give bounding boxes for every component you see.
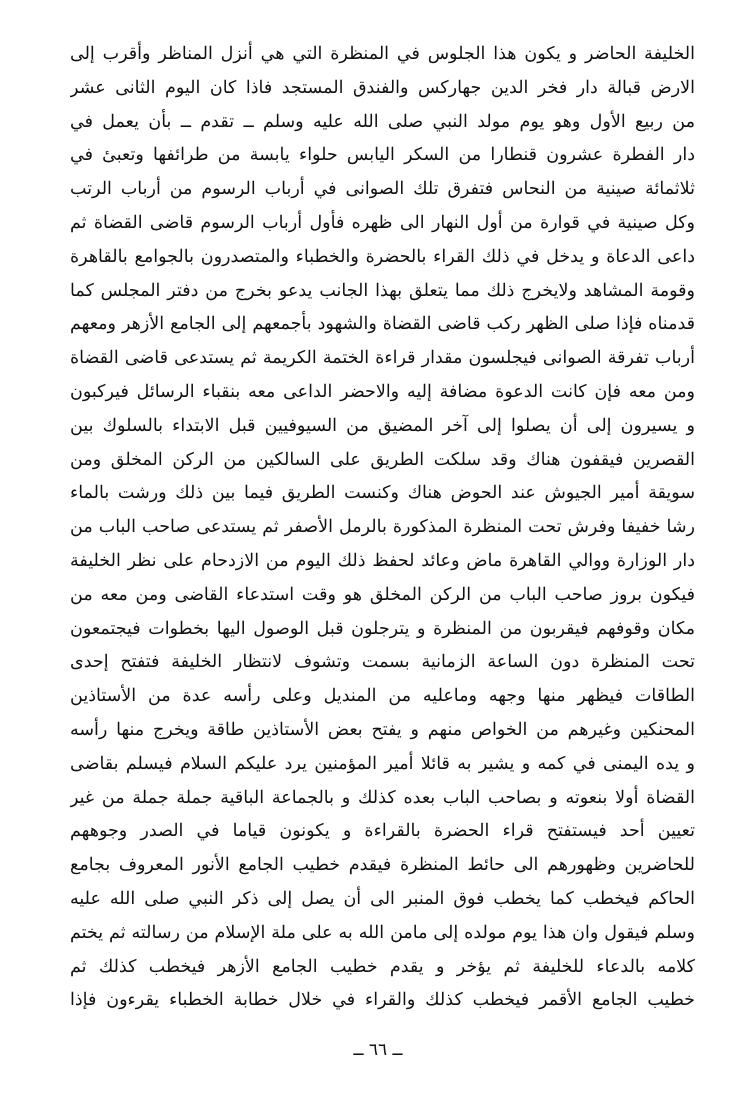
- text-line: مكان وقوفهم فيقربون من المنظرة و يترجلون قبل الوصول اليها بخطوات فيجتمعون: [70, 618, 695, 639]
- text-line: سويقة أمير الجيوش عند الحوض هناك وكنست الطريق فيما بين ذلك ورشت بالماء: [70, 483, 695, 504]
- text-line: دار الوزارة ووالي القاهرة ماض وعائد لحفظ ذلك اليوم من الازدحام على نظر الخليفة: [70, 550, 695, 571]
- text-line: داعى الدعاة و يدخل في ذلك القراء بالحضرة والخطباء والمتصدرون بالجوامع بالقاهرة: [70, 246, 695, 267]
- text-line: كلامه بالدعاء للخليفة ثم يؤخر و يقدم خطيب الجامع الأزهر فيخطب كذلك ثم: [70, 956, 695, 977]
- text-line: وسلم فيقول وان هذا يوم مولده إلى مامن الله به على ملة الإسلام من رسالته ثم يختم: [70, 922, 695, 943]
- text-line: من ربيع الأول وهو يوم مولد النبي صلى الله عليه وسلم ــ تقدم ــ بأن يعمل في: [70, 111, 695, 132]
- text-line: الحاكم فيخطب كما يخطب فوق المنبر الى أن يصل إلى ذكر النبي صلى الله عليه: [70, 888, 695, 909]
- text-line: للحاضرين وظهورهم الى حائط المنظرة فيقدم خطيب الجامع الأنور المعروف بجامع: [70, 855, 695, 876]
- text-line: أرباب تفرقة الصوانى فيجلسون مقدار قراءة الختمة الكريمة ثم يستدعى قاضى القضاة: [70, 348, 695, 369]
- text-line: وقومة المشاهد ولايخرج ذلك مما يتعلق بهذا الجانب يدعو بخرج من دفتر المجلس كما: [70, 280, 695, 301]
- page-number: ــ ٦٦ ــ: [353, 1040, 403, 1060]
- text-line: الطاقات فيظهر منها وجهه وماعليه من المنديل وعلى رأسه عدة من الأستاذين: [70, 686, 695, 707]
- text-line: ومن معه فإن كانت الدعوة مضافة إليه والاحضر الداعى معه بنقباء الرسائل فيركبون: [70, 381, 695, 402]
- text-line: تحت المنظرة دون الساعة الزمانية بسمت وتشوف لانتظار الخليفة فتفتح إحدى: [70, 652, 695, 673]
- text-line: دار الفطرة عشرون قنطارا من السكر اليابس حلواء يابسة من طرائفها وتعبىٔ في: [70, 145, 695, 166]
- text-line: الارض قبالة دار فخر الدين جهاركس والفندق المستجد فاذا كان اليوم الثانى عشر: [70, 77, 695, 98]
- text-line: قدمناه فإذا صلى الظهر ركب قاضى القضاة والشهود بأجمعهم إلى الجامع الأزهر ومعهم: [70, 314, 695, 335]
- text-line: تعيين أحد فيستفتح قراء الحضرة بالقراءة و يكونون قياما في الصدر وجوههم: [70, 821, 695, 842]
- text-line: رشا خفيفا وفرش تحت المنظرة المذكورة بالرمل الأصفر ثم يستدعى صاحب الباب من: [70, 517, 695, 538]
- text-line: المحنكين وغيرهم من الخواص منهم و يفتح بعض الأستاذين طاقة ويخرج منها رأسه: [70, 719, 695, 740]
- text-line: وكل صينية في قوارة من أول النهار الى ظهره فأول أرباب الرسوم قاضى القضاة ثم: [70, 212, 695, 233]
- text-line: و يسيرون إلى أن يصلوا إلى آخر المضيق من السيوفيين قبل الابتداء بالسلوك بين: [70, 415, 695, 436]
- page-body: [70, 38, 695, 1018]
- text-line: الخليفة الحاضر و يكون هذا الجلوس في المنظرة التي هي أنزل المناظر وأقرب إلى: [70, 44, 695, 64]
- text-line: القضاة أولا بنعوته و بصاحب الباب بعده كذلك و بالجماعة الباقية جملة جملة من غير: [70, 787, 695, 808]
- text-line: ثلاثمائة صينية من النحاس فتفرق تلك الصوانى في أرباب الرسوم من أرباب الرتب: [70, 179, 695, 200]
- text-line: و يده اليمنى في كمه و يشير به قائلا أمير المؤمنين يرد عليكم السلام فيسلم بقاضى: [70, 753, 695, 774]
- text-line: خطيب الجامع الأقمر فيخطب كذلك والقراء في خلال خطابة الخطباء يقرءون فإذا: [70, 990, 695, 1011]
- text-line: فيكون بروز صاحب الباب من الركن المخلق هو وقت استدعاء القاضى ومن معه من: [70, 584, 695, 605]
- text-line: القصرين فيقفون هناك وقد سلكت الطريق على السالكين من الركن المخلق ومن: [70, 449, 695, 470]
